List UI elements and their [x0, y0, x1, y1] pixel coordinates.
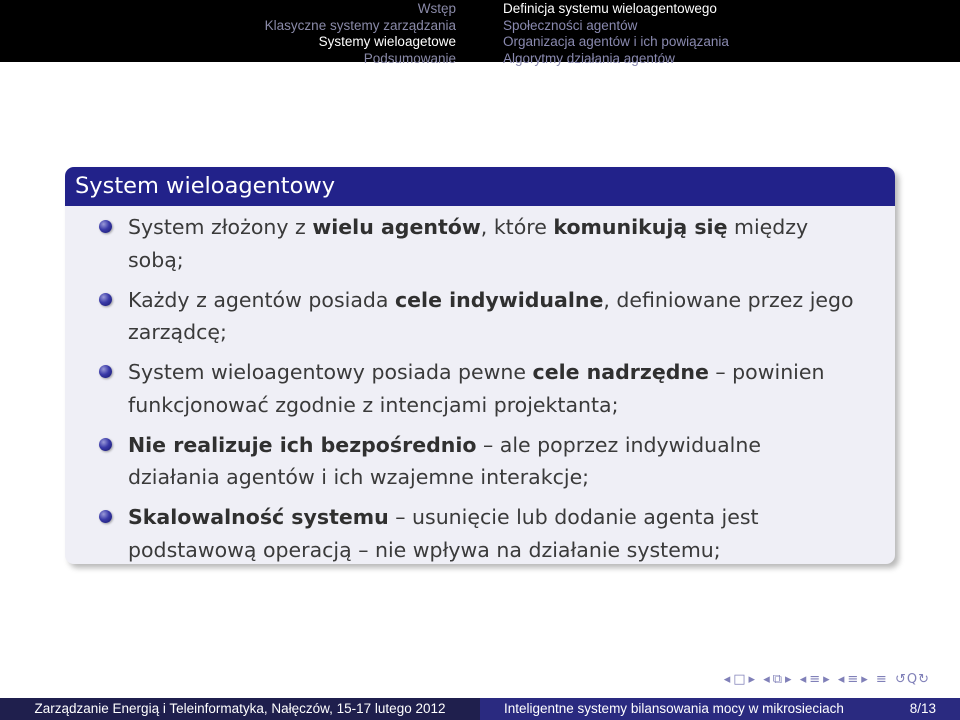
bullet-ball-icon [99, 438, 112, 451]
align-icon[interactable]: ≡ [875, 672, 888, 687]
block-title: System wieloagentowy [65, 167, 895, 206]
subsection-navigation [503, 1, 729, 67]
nav-section-systemy[interactable]: Systemy wieloagetowe [318, 34, 456, 49]
header-navigation-bar [0, 0, 960, 66]
nav-section-podsumowanie[interactable]: Podsumowanie [363, 50, 456, 66]
bullet-emphasis: Nie realizuje ich bezpośrednio [128, 432, 477, 457]
bullet-ball-icon [99, 220, 112, 233]
nav-subsection-definicja[interactable]: Definicja systemu wieloagentowego [503, 1, 717, 16]
bullet-ball-icon [99, 293, 112, 306]
bullet-emphasis: cele indywidualne [394, 287, 604, 312]
beamer-navigation-symbols [722, 672, 930, 687]
nav-subsection-algorytmy[interactable]: Algorytmy działania agentów [503, 50, 675, 66]
next-section-icon[interactable]: ▸ [823, 672, 831, 687]
bullet-emphasis: cele nadrzędne [532, 360, 709, 384]
section-icon[interactable]: ≡ [809, 672, 822, 687]
prev-section-icon[interactable]: ◂ [799, 672, 808, 687]
nav-subsection-spolecznosci[interactable]: Społeczności agentów [503, 17, 638, 33]
block-body [65, 206, 895, 566]
next-subsection-icon[interactable]: ▸ [785, 672, 793, 687]
bullet-item [65, 429, 895, 494]
next-frame-icon[interactable]: ▸ [748, 672, 757, 687]
bullet-item [65, 501, 895, 566]
bullet-item [65, 211, 895, 276]
bullet-text: – powinien funkcjonować zgodnie z intencjami projektanta; [128, 360, 825, 417]
prev-document-icon[interactable]: ◂ [837, 672, 846, 687]
bullet-text: , które [480, 215, 554, 239]
search-icon[interactable]: ↺Q↻ [894, 672, 930, 687]
bullet-item [65, 284, 895, 349]
page-number: 8/13 [909, 701, 936, 716]
bullet-text: Każdy z agentów posiada [128, 287, 395, 312]
bullet-text: System wieloagentowy posiada pewne [128, 360, 533, 384]
bullet-emphasis: Skalowalność systemu [128, 505, 389, 529]
footer-title: Inteligentne systemy bilansowania mocy w mikrosieciach [504, 701, 844, 716]
bullet-text: , definiowane przez jego zarządcę; [128, 287, 854, 344]
footer [0, 698, 960, 720]
bullet-ball-icon [99, 510, 112, 523]
bullet-text: System złożony z [128, 215, 313, 239]
nav-subsection-organizacja[interactable]: Organizacja agentów i ich powiązania [503, 34, 729, 49]
prev-subsection-icon[interactable]: ◂ [763, 672, 771, 687]
nav-section-wstep[interactable]: Wstęp [417, 1, 456, 16]
bullet-emphasis: komunikują się [553, 215, 728, 239]
subsection-icon[interactable]: ⧉ [772, 672, 784, 687]
bullet-emphasis: wielu agentów [312, 215, 481, 239]
prev-frame-icon[interactable]: ◂ [723, 672, 732, 687]
bullet-text: między sobą; [128, 215, 809, 272]
nav-section-klasyczne[interactable]: Klasyczne systemy zarządzania [264, 17, 456, 33]
section-navigation [265, 1, 456, 67]
bullet-item [65, 356, 895, 421]
bullet-list [65, 211, 895, 566]
footer-right-panel [480, 698, 960, 720]
bullet-ball-icon [99, 365, 112, 378]
next-document-icon[interactable]: ▸ [861, 672, 869, 687]
content-block [65, 167, 895, 564]
bullet-text: – usunięcie lub dodanie agenta jest podstawową operacją – nie wpływa na działanie systemu; [128, 505, 759, 562]
bullet-text: – ale poprzez indywidualne działania agentów i ich wzajemne interakcje; [128, 432, 761, 489]
footer-event: Zarządzanie Energią i Teleinformatyka, Nałęczów, 15-17 lutego 2012 [0, 698, 480, 720]
frame-icon[interactable]: □ [733, 672, 747, 687]
document-icon[interactable]: ≡ [847, 672, 860, 687]
